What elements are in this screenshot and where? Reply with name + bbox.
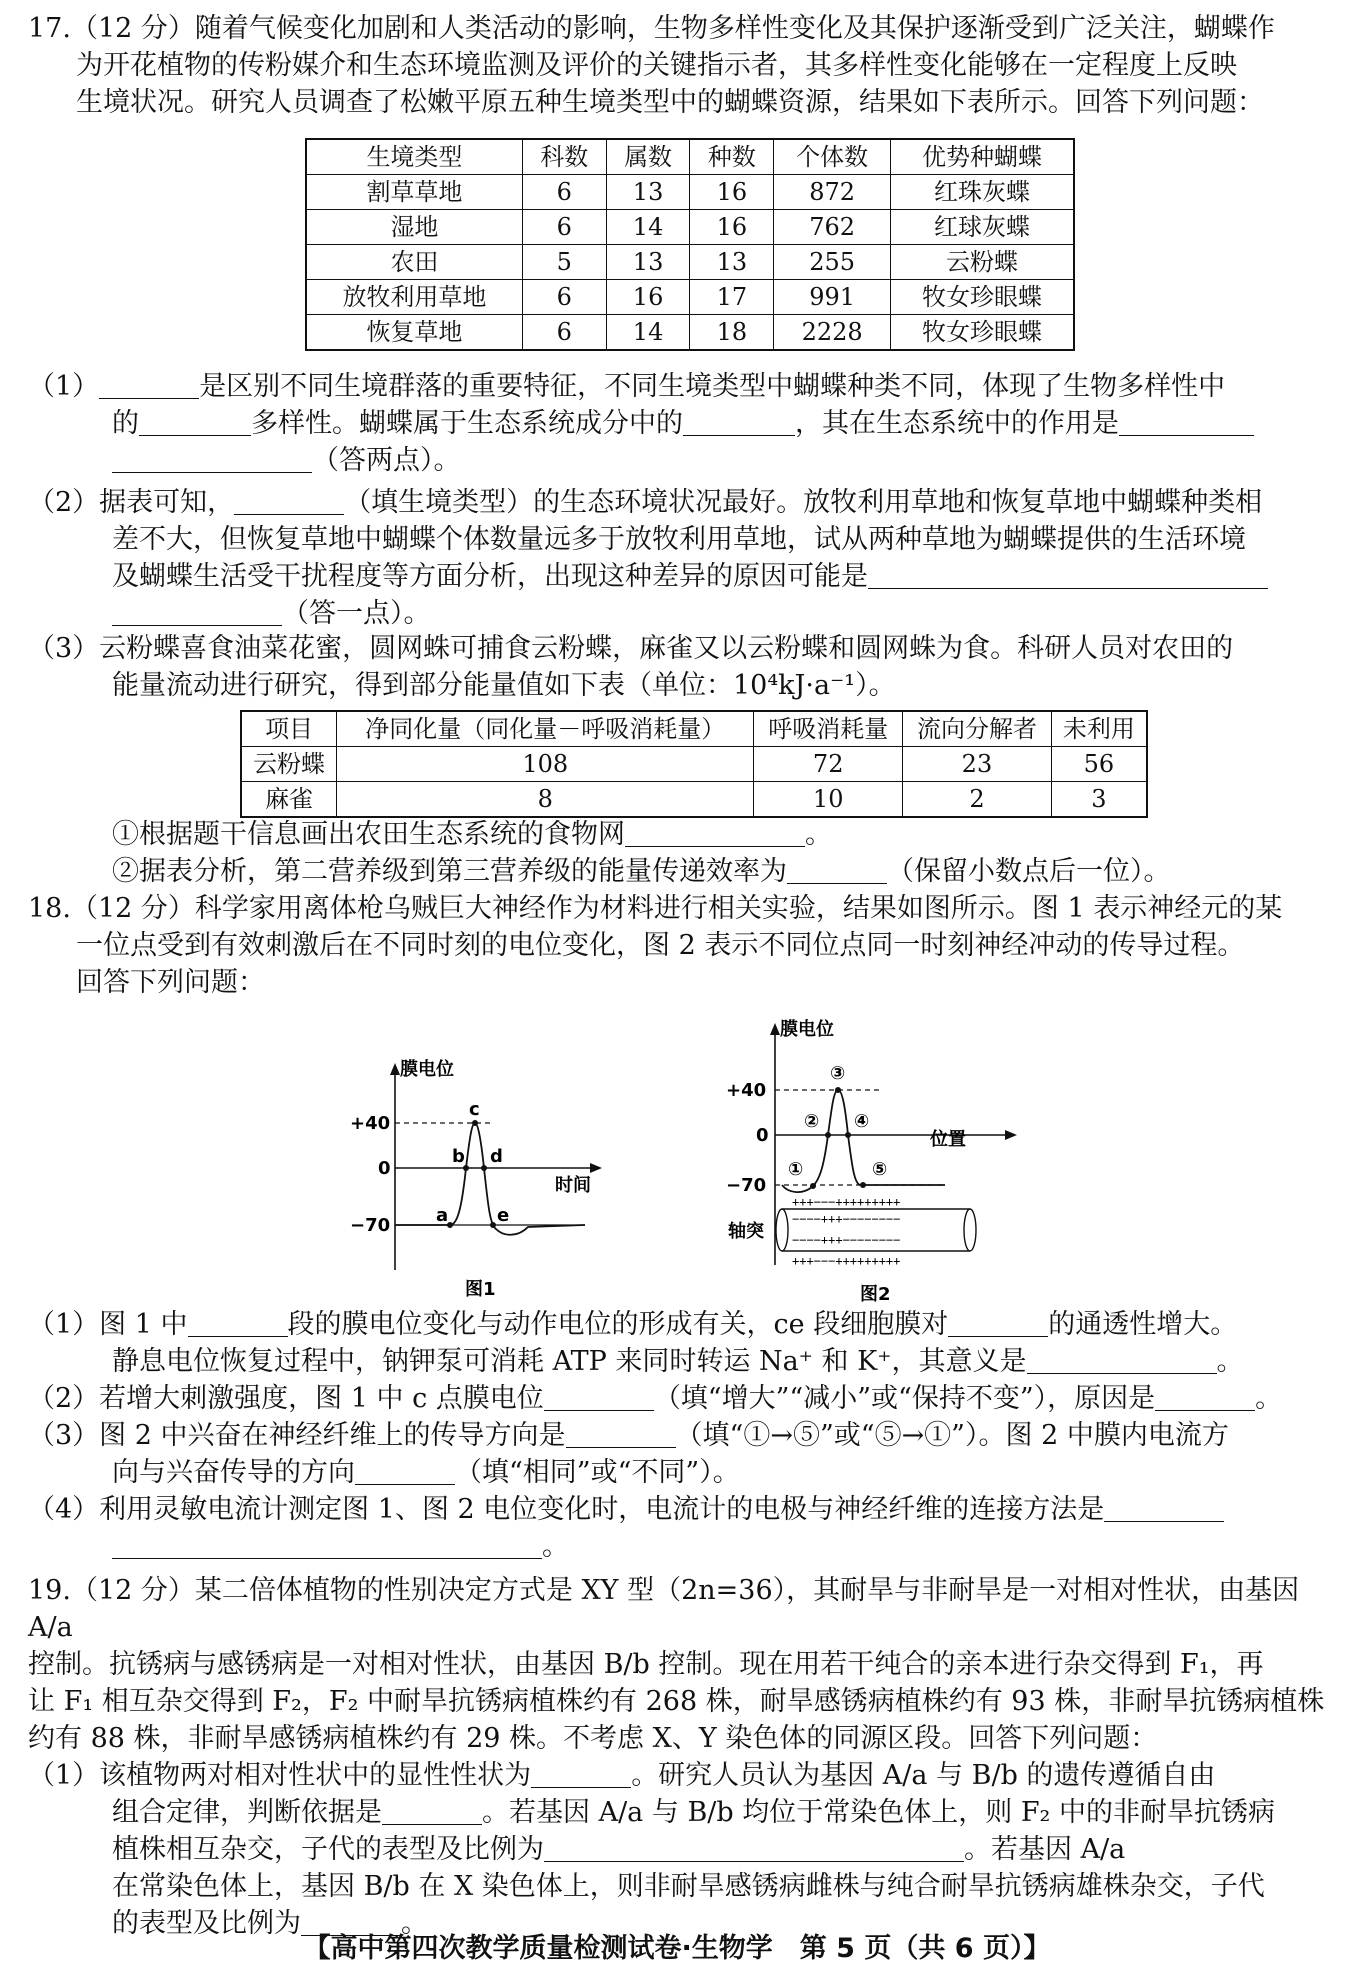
t1-header-row	[306, 139, 1074, 175]
table-cell: 5	[522, 245, 606, 280]
answer-blank[interactable]	[787, 857, 887, 884]
table-cell: 14	[606, 210, 690, 245]
fig1-point-a: a	[436, 1205, 449, 1226]
table-cell: 16	[606, 280, 690, 315]
fig1-tick-40: +40	[350, 1113, 391, 1134]
fig1-point-d: d	[490, 1146, 503, 1167]
figure-2-membrane-potential-position	[720, 1015, 1040, 1305]
q18-s2-text-3: 。	[1255, 1383, 1283, 1414]
fig1-ylabel: 膜电位	[400, 1059, 454, 1080]
t1-header-cell: 优势种蝴蝶	[891, 139, 1074, 175]
q18-intro-line-2: 一位点受到有效刺激后在不同时刻的电位变化，图 2 表示不同位点同一时刻神经冲动的传导过程。	[76, 930, 1245, 961]
fig2-ylabel: 膜电位	[780, 1019, 834, 1040]
table-cell: 56	[1051, 747, 1147, 782]
table-cell: 23	[903, 747, 1052, 782]
q17-s1-text-4: ，其在生态系统中的作用是	[795, 408, 1119, 439]
answer-blank[interactable]	[112, 446, 312, 473]
table-row	[306, 210, 1074, 245]
table-cell: 762	[774, 210, 891, 245]
axon-inner-bottom: −−−−+++−−−−−−−−	[792, 1233, 901, 1247]
q18-intro-line-3: 回答下列问题：	[76, 967, 265, 998]
question-19	[28, 1572, 1328, 1942]
q17-part-1	[28, 368, 1328, 479]
q19-s1-text-9: 。	[401, 1908, 428, 1939]
fig2-tick-40: +40	[726, 1080, 767, 1101]
fig2-point-1: ①	[788, 1159, 804, 1180]
fig2-point-4: ④	[854, 1111, 870, 1132]
table-cell: 108	[337, 747, 754, 782]
table-cell: 16	[690, 175, 774, 210]
table-cell: 14	[606, 315, 690, 351]
answer-blank[interactable]	[948, 1310, 1048, 1337]
q17-s3-sub2: ②据表分析，第二营养级到第三营养级的能量传递效率为	[112, 856, 787, 887]
question-17	[28, 10, 1328, 121]
table-cell: 8	[337, 782, 754, 818]
q18-s1-text-5: 。	[1216, 1346, 1244, 1377]
table-cell: 放牧利用草地	[306, 280, 522, 315]
habitat-table	[305, 138, 1075, 351]
table-cell: 255	[774, 245, 891, 280]
q18-s1-text-2: 段的膜电位变化与动作电位的形成有关，ce 段细胞膜对	[287, 1309, 949, 1340]
fig2-point-2: ②	[804, 1111, 820, 1132]
q17-s1-text-3: 多样性。蝴蝶属于生态系统成分中的	[251, 408, 683, 439]
table-row	[306, 245, 1074, 280]
answer-blank[interactable]	[683, 409, 795, 436]
fig2-axon-label: 轴突	[728, 1221, 764, 1242]
q18-s3-text-3: 向与兴奋传导的方向	[112, 1457, 355, 1488]
q19-intro-line-3: 让 F₁ 相互杂交得到 F₂，F₂ 中耐旱抗锈病植株约有 268 株，耐旱感锈病植株约有 93 株，非耐旱抗锈病植株	[28, 1686, 1325, 1717]
page-footer: 【高中第四次教学质量检测试卷·生物学 第 5 页（共 6 页）】	[303, 1933, 1051, 1964]
fig2-xlabel: 位置	[930, 1129, 966, 1150]
answer-blank[interactable]	[868, 562, 1268, 589]
q17-s2-text-5: （答一点）。	[282, 598, 431, 629]
table-cell: 6	[522, 210, 606, 245]
t2-header-cell: 净同化量（同化量－呼吸消耗量）	[337, 711, 754, 747]
table-cell: 72	[754, 747, 903, 782]
q18-s3-text-4: （填“相同”或“不同”）。	[455, 1457, 740, 1488]
q17-s2-text: （2）据表可知，	[28, 487, 235, 518]
answer-blank[interactable]	[531, 1761, 631, 1788]
table-cell: 湿地	[306, 210, 522, 245]
t2-header-row	[241, 711, 1147, 747]
q18-s2-text: （2）若增大刺激强度，图 1 中 c 点膜电位	[28, 1383, 544, 1414]
table-row	[241, 782, 1147, 818]
t1-header-cell: 种数	[690, 139, 774, 175]
t2-header-cell: 呼吸消耗量	[754, 711, 903, 747]
table-cell: 农田	[306, 245, 522, 280]
q18-s2-text-2: （填“增大”“减小”或“保持不变”），原因是	[653, 1383, 1156, 1414]
table-cell: 2	[903, 782, 1052, 818]
fig1-tick-0: 0	[378, 1158, 391, 1179]
q19-intro-line-2: 控制。抗锈病与感锈病是一对相对性状，由基因 B/b 控制。现在用若干纯合的亲本进行杂交得到 F₁，再	[28, 1649, 1264, 1680]
fig2-point-3: ③	[830, 1063, 846, 1084]
table-row	[306, 175, 1074, 210]
table-cell: 13	[606, 175, 690, 210]
table-cell: 牧女珍眼蝶	[891, 280, 1074, 315]
q18-s3-text: （3）图 2 中兴奋在神经纤维上的传导方向是	[28, 1420, 566, 1451]
answer-blank[interactable]	[355, 1458, 455, 1485]
figure-1-membrane-potential-time	[350, 1055, 610, 1300]
q17-intro-line-3: 生境状况。研究人员调查了松嫩平原五种生境类型中的蝴蝶资源，结果如下表所示。回答下列问题：	[76, 87, 1264, 118]
fig2-tick-70: −70	[726, 1175, 767, 1196]
table-cell: 红球灰蝶	[891, 210, 1074, 245]
axon-inner-top: −−−−+++−−−−−−−−	[792, 1212, 901, 1226]
table-cell: 云粉蝶	[241, 747, 337, 782]
q17-part-3	[28, 630, 1328, 704]
table-cell: 6	[522, 280, 606, 315]
table-cell: 牧女珍眼蝶	[891, 315, 1074, 351]
q17-s2-text-4: 及蝴蝶生活受干扰程度等方面分析，出现这种差异的原因可能是	[112, 561, 868, 592]
q17-s3-sub2-end: （保留小数点后一位）。	[887, 856, 1171, 887]
t1-header-cell: 生境类型	[306, 139, 522, 175]
q18-s1-text-3: 的通透性增大。	[1048, 1309, 1238, 1340]
q17-s3-text-2: 能量流动进行研究，得到部分能量值如下表（单位：10⁴kJ·a⁻¹）。	[112, 670, 896, 701]
q17-s3-sub1: ①根据题干信息画出农田生态系统的食物网	[112, 819, 625, 850]
q19-s1-text: （1）该植物两对相对性状中的显性性状为	[28, 1760, 532, 1791]
fig1-point-c: c	[469, 1099, 480, 1120]
q18-intro-line-1: 18.（12 分）科学家用离体枪乌贼巨大神经作为材料进行相关实验，结果如图所示。图 1 表示神经元的某	[28, 893, 1283, 924]
q19-intro-line-1: 19.（12 分）某二倍体植物的性别决定方式是 XY 型（2n=36），其耐旱与非耐旱是一对相对性状，由基因 A/a	[28, 1575, 1300, 1643]
fig1-caption: 图1	[465, 1279, 496, 1300]
answer-blank[interactable]	[99, 372, 199, 399]
t1-header-cell: 属数	[606, 139, 690, 175]
axon-outer-bottom: +++−−−+++++++++	[792, 1254, 901, 1268]
table-cell: 16	[690, 210, 774, 245]
q19-s1-text-7: 在常染色体上，基因 B/b 在 X 染色体上，则非耐旱感锈病雌株与纯合耐旱抗锈病雄株杂交，子代	[112, 1871, 1265, 1902]
answer-blank[interactable]	[1104, 1495, 1224, 1522]
answer-blank[interactable]	[1119, 409, 1254, 436]
table-cell: 3	[1051, 782, 1147, 818]
q17-intro-line-2: 为开花植物的传粉媒介和生态环境监测及评价的关键指示者，其多样性变化能够在一定程度上反映	[76, 50, 1237, 81]
answer-blank[interactable]	[544, 1384, 654, 1411]
answer-blank[interactable]	[544, 1835, 964, 1862]
answer-blank[interactable]	[1155, 1384, 1255, 1411]
axon-outer-top: +++−−−+++++++++	[792, 1195, 901, 1209]
t1-header-cell: 科数	[522, 139, 606, 175]
fig1-xlabel: 时间	[555, 1175, 591, 1196]
q17-intro-line-1: 17.（12 分）随着气候变化加剧和人类活动的影响，生物多样性变化及其保护逐渐受到广泛关注，蝴蝶作	[28, 13, 1275, 44]
fig1-point-e: e	[497, 1205, 510, 1226]
table-cell: 10	[754, 782, 903, 818]
table-cell: 云粉蝶	[891, 245, 1074, 280]
table-cell: 872	[774, 175, 891, 210]
table-cell: 恢复草地	[306, 315, 522, 351]
q19-s1-text-4: 。若基因 A/a 与 B/b 均位于常染色体上，则 F₂ 中的非耐旱抗锈病	[482, 1797, 1275, 1828]
q19-s1-text-2: 。研究人员认为基因 A/a 与 B/b 的遗传遵循自由	[631, 1760, 1216, 1791]
table-row	[306, 315, 1074, 351]
table-cell: 2228	[774, 315, 891, 351]
q18-s4-text: （4）利用灵敏电流计测定图 1、图 2 电位变化时，电流计的电极与神经纤维的连接方法是	[28, 1494, 1105, 1525]
q19-intro-line-4: 约有 88 株，非耐旱感锈病植株约有 29 株。不考虑 X、Y 染色体的同源区段。回答下列问题：	[28, 1723, 1158, 1754]
q19-s1-text-6: 。若基因 A/a	[964, 1834, 1126, 1865]
q17-s1-label: （1）	[28, 371, 100, 402]
table-cell: 麻雀	[241, 782, 337, 818]
answer-blank[interactable]	[188, 1310, 288, 1337]
q17-part-2	[28, 484, 1328, 632]
q17-s3-sub1-end: 。	[805, 819, 832, 850]
q18-s4-text-2: 。	[542, 1531, 569, 1562]
fig1-tick-70: −70	[350, 1215, 391, 1236]
table-cell: 6	[522, 175, 606, 210]
answer-blank[interactable]	[566, 1421, 676, 1448]
q19-s1-text-8: 的表型及比例为	[112, 1908, 301, 1939]
table-cell: 红珠灰蝶	[891, 175, 1074, 210]
answer-blank[interactable]	[139, 409, 251, 436]
table-cell: 18	[690, 315, 774, 351]
fig2-caption: 图2	[860, 1284, 891, 1305]
table-cell: 13	[606, 245, 690, 280]
q17-s1-text: 是区别不同生境群落的重要特征，不同生境类型中蝴蝶种类不同，体现了生物多样性中	[199, 371, 1226, 402]
q18-parts	[28, 1306, 1328, 1565]
answer-blank[interactable]	[382, 1798, 482, 1825]
table-cell: 割草草地	[306, 175, 522, 210]
q17-s3-text: （3）云粉蝶喜食油菜花蜜，圆网蛛可捕食云粉蝶，麻雀又以云粉蝶和圆网蛛为食。科研人员对农田的	[28, 633, 1234, 664]
question-18	[28, 890, 1328, 1001]
q17-part-3-sub	[28, 816, 1328, 890]
answer-blank[interactable]	[1027, 1347, 1217, 1374]
t2-header-cell: 未利用	[1051, 711, 1147, 747]
table-cell: 991	[774, 280, 891, 315]
table-row	[306, 280, 1074, 315]
fig2-tick-0: 0	[756, 1125, 769, 1146]
t2-header-cell: 流向分解者	[903, 711, 1052, 747]
energy-table	[240, 710, 1148, 818]
q18-s3-text-2: （填“①→⑤”或“⑤→①”）。图 2 中膜内电流方	[675, 1420, 1229, 1451]
t1-header-cell: 个体数	[774, 139, 891, 175]
table-cell: 17	[690, 280, 774, 315]
q17-s1-text-5: （答两点）。	[312, 445, 461, 476]
answer-blank[interactable]	[625, 820, 805, 847]
table-cell: 6	[522, 315, 606, 351]
q17-s2-text-2: （填生境类型）的生态环境状况最好。放牧利用草地和恢复草地中蝴蝶种类相	[344, 487, 1263, 518]
q17-s2-text-3: 差不大，但恢复草地中蝴蝶个体数量远多于放牧利用草地，试从两种草地为蝴蝶提供的生活环境	[112, 524, 1246, 555]
answer-blank[interactable]	[234, 488, 344, 515]
answer-blank[interactable]	[112, 1532, 542, 1559]
q19-s1-text-5: 植株相互杂交，子代的表型及比例为	[112, 1834, 544, 1865]
q18-s1-text: （1）图 1 中	[28, 1309, 188, 1340]
t2-header-cell: 项目	[241, 711, 337, 747]
q17-s1-text-2: 的	[112, 408, 139, 439]
fig2-point-5: ⑤	[872, 1159, 888, 1180]
table-cell: 13	[690, 245, 774, 280]
q18-s1-text-4: 静息电位恢复过程中，钠钾泵可消耗 ATP 来同时转运 Na⁺ 和 K⁺，其意义是	[112, 1346, 1027, 1377]
fig1-point-b: b	[452, 1146, 465, 1167]
q19-s1-text-3: 组合定律，判断依据是	[112, 1797, 382, 1828]
answer-blank[interactable]	[112, 599, 282, 626]
table-row	[241, 747, 1147, 782]
